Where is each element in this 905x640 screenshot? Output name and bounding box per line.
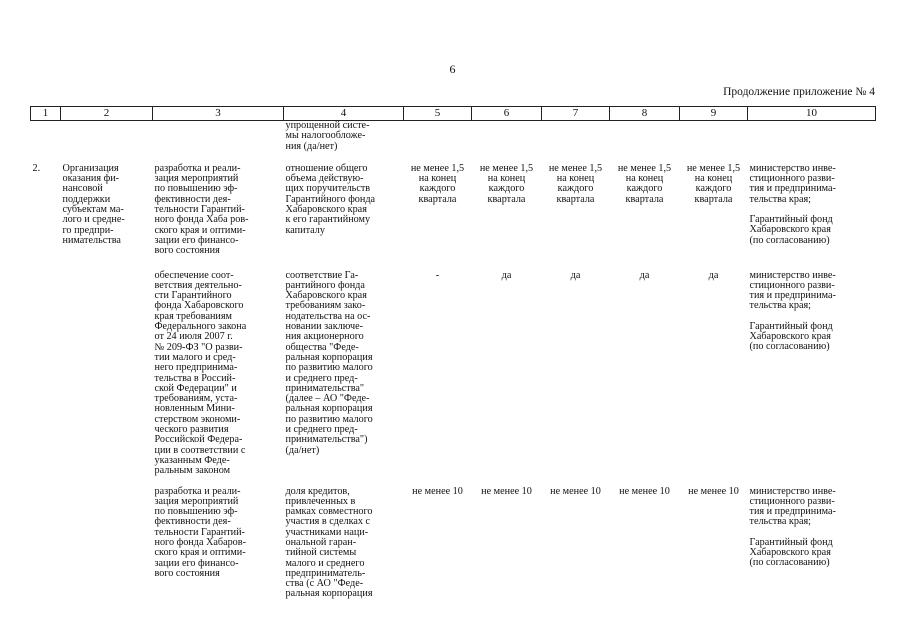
indicator-cell: упрощенной систе- мы налогообложе- ния (да/нет) bbox=[285, 120, 370, 152]
task-cell: Организация оказания фи- нансовой поддержки субъектам ма- лого и средне- го предпри- нимательства bbox=[62, 162, 125, 246]
responsible-cell bbox=[748, 257, 876, 477]
value-cell: не менее 1,5 на конец каждого квартала bbox=[479, 162, 534, 205]
responsible-cell bbox=[748, 152, 876, 257]
col-header-2: 2 bbox=[61, 107, 153, 121]
appendix-table bbox=[30, 106, 876, 600]
col-header-8: 8 bbox=[610, 107, 680, 121]
responsible-ministry: министерство инве- стиционного разви- тия и предпринима- тельства края; bbox=[749, 162, 836, 205]
responsible-fund: Гарантийный фонд Хабаровского края (по согласованию) bbox=[749, 214, 833, 246]
value-cell: да bbox=[639, 269, 650, 281]
value-cell bbox=[680, 121, 748, 152]
value-cell: да bbox=[501, 269, 512, 281]
table-row bbox=[31, 152, 876, 257]
table-row bbox=[31, 477, 876, 600]
value-cell: да bbox=[708, 269, 719, 281]
activity-cell bbox=[153, 121, 284, 152]
col-header-6: 6 bbox=[472, 107, 542, 121]
task-cell bbox=[61, 477, 153, 600]
value-cell: не менее 10 bbox=[550, 485, 601, 497]
task-cell bbox=[61, 121, 153, 152]
row-number bbox=[31, 121, 61, 152]
value-cell bbox=[610, 121, 680, 152]
responsible-ministry: министерство инве- стиционного разви- тия и предпринима- тельства края; bbox=[749, 485, 836, 528]
row-number bbox=[31, 477, 61, 600]
value-cell: не менее 10 bbox=[481, 485, 532, 497]
value-cell: не менее 10 bbox=[688, 485, 739, 497]
col-header-10: 10 bbox=[748, 107, 876, 121]
col-header-1: 1 bbox=[31, 107, 61, 121]
col-header-9: 9 bbox=[680, 107, 748, 121]
task-cell bbox=[61, 257, 153, 477]
col-header-3: 3 bbox=[153, 107, 284, 121]
value-cell: не менее 1,5 на конец каждого квартала bbox=[617, 162, 672, 205]
continuation-title: Продолжение приложение № 4 bbox=[723, 86, 875, 98]
responsible-ministry: министерство инве- стиционного разви- тия и предпринима- тельства края; bbox=[749, 269, 836, 312]
col-header-7: 7 bbox=[542, 107, 610, 121]
activity-cell: разработка и реали- зация мероприятий по повышению эф- фективности дея- тельности Гарантий- ного фонда Хаба ров- ского края и оптими- зации его финансо- вого состояния bbox=[154, 162, 249, 257]
header-row bbox=[31, 107, 876, 121]
row-number bbox=[31, 257, 61, 477]
value-cell bbox=[404, 121, 472, 152]
col-header-4: 4 bbox=[284, 107, 404, 121]
indicator-cell: доля кредитов, привлеченных в рамках совместного участия в сделках с участниками нaци- ональной гаран- тийной системы малого и среднего предприниматель- ства (с АО "Феде- ральная корпорация bbox=[285, 485, 373, 600]
table-row bbox=[31, 257, 876, 477]
value-cell bbox=[472, 121, 542, 152]
responsible-cell bbox=[748, 121, 876, 152]
value-cell: не менее 1,5 на конец каждого квартала bbox=[410, 162, 465, 205]
value-cell: - bbox=[435, 269, 440, 281]
value-cell: да bbox=[570, 269, 581, 281]
responsible-fund: Гарантийный фонд Хабаровского края (по согласованию) bbox=[749, 320, 833, 353]
responsible-cell bbox=[748, 477, 876, 600]
value-cell: не менее 10 bbox=[412, 485, 463, 497]
responsible-fund: Гарантийный фонд Хабаровского края (по согласованию) bbox=[749, 536, 833, 569]
indicator-cell: соответствие Га- рантийного фонда Хабаровского края требованиям зако- нодательства на ос- новании заключе- ния акционерного общества "Феде- ральная корпорация по развитию малого и среднего пред- принимательства" (далее – АО "Феде- ральная корпорация по развитию малого и среднего пред- принимательства") (да/нет) bbox=[285, 269, 373, 456]
activity-cell: обеспечение соот- ветствия деятельно- сти Гарантийного фонда Хабаровского края требованиям Федерального закона от 24 июля 2007 г. № 209-ФЗ "О разви- тии малого и сред- него предпринима- тельства в Россий- ской Федерации" и требованиям, уста- новленным Мини- стерством экономи- ческого развития Российской Федера- ции в соответствии с указанным Феде- ральным законом bbox=[154, 269, 247, 477]
value-cell: не менее 1,5 на конец каждого квартала bbox=[686, 162, 741, 205]
indicator-cell: отношение общего объема действую- щих поручительств Гарантийного фонда Хабаровского края к его гарантийному капиталу bbox=[285, 162, 376, 236]
page-number: 6 bbox=[449, 62, 456, 76]
activity-cell: разработка и реали- зация мероприятий по повышению эф- фективности дея- тельности Гарантий- ного фонда Хабаров- ского края и оптими- зации его финансо- вого состояния bbox=[154, 485, 246, 579]
value-cell bbox=[542, 121, 610, 152]
table-row bbox=[31, 121, 876, 152]
value-cell: не менее 10 bbox=[619, 485, 670, 497]
value-cell: не менее 1,5 на конец каждого квартала bbox=[548, 162, 603, 205]
row-number: 2. bbox=[32, 162, 41, 174]
col-header-5: 5 bbox=[404, 107, 472, 121]
